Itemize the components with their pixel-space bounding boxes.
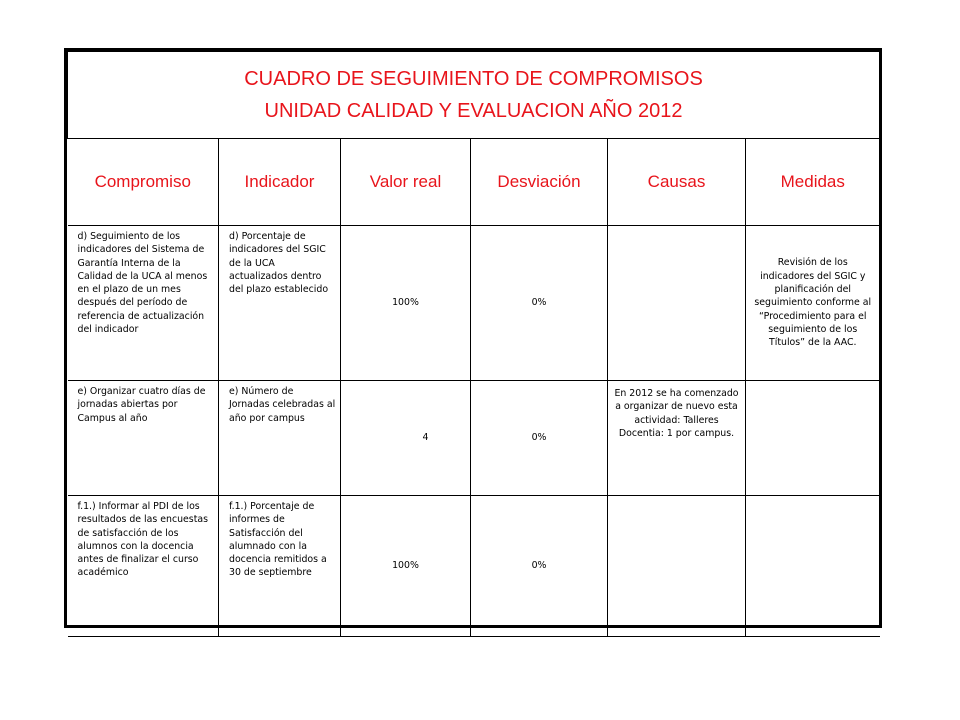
table-row: [68, 226, 880, 381]
cell-desviacion: 0%: [471, 226, 608, 381]
column-header-causas: Causas: [608, 139, 746, 226]
cell-desviacion: 0%: [471, 496, 608, 637]
cell-indicador: e) Número de Jornadas celebradas al año por campus: [219, 381, 341, 496]
column-header-indicador: Indicador: [219, 139, 341, 226]
cell-valor-real: 100%: [341, 226, 471, 381]
cell-causas: En 2012 se ha comenzado a organizar de nuevo esta actividad: Talleres Docentia: 1 por campus.: [608, 381, 746, 496]
table-row: [68, 381, 880, 496]
cell-medidas: [746, 381, 880, 496]
cell-desviacion: 0%: [471, 381, 608, 496]
column-header-row: [68, 139, 880, 226]
cell-causas: [608, 226, 746, 381]
cell-compromiso: d) Seguimiento de los indicadores del Sistema de Garantía Interna de la Calidad de la UCA al menos en el plazo de un mes después del período de referencia de actualización del indicador: [68, 226, 219, 381]
commitments-tracking-table: [64, 48, 882, 628]
cell-medidas: Revisión de los indicadores del SGIC y planificación del seguimiento conforme al “Procedimiento para el seguimiento de los Títulos” de la AAC.: [746, 226, 880, 381]
tracking-table-grid: [67, 51, 880, 637]
title-line-2: UNIDAD CALIDAD Y EVALUACION AÑO 2012: [264, 100, 683, 122]
title-line-1: CUADRO DE SEGUIMIENTO DE COMPROMISOS: [244, 68, 703, 90]
cell-medidas: [746, 496, 880, 637]
cell-indicador: d) Porcentaje de indicadores del SGIC de la UCA actualizados dentro del plazo establecido: [219, 226, 341, 381]
cell-compromiso: f.1.) Informar al PDI de los resultados de las encuestas de satisfacción de los alumnos con la docencia antes de finalizar el curso académico: [68, 496, 219, 637]
cell-compromiso: e) Organizar cuatro días de jornadas abiertas por Campus al año: [68, 381, 219, 496]
table-title: [68, 52, 880, 139]
cell-valor-real: 4: [341, 381, 471, 496]
cell-causas: [608, 496, 746, 637]
cell-indicador: f.1.) Porcentaje de informes de Satisfacción del alumnado con la docencia remitidos a 30 de septiembre: [219, 496, 341, 637]
table-row: [68, 496, 880, 637]
column-header-medidas: Medidas: [746, 139, 880, 226]
column-header-compromiso: Compromiso: [68, 139, 219, 226]
table-title-row: [68, 52, 880, 139]
column-header-desviacion: Desviación: [471, 139, 608, 226]
cell-valor-real: 100%: [341, 496, 471, 637]
column-header-valor-real: Valor real: [341, 139, 471, 226]
